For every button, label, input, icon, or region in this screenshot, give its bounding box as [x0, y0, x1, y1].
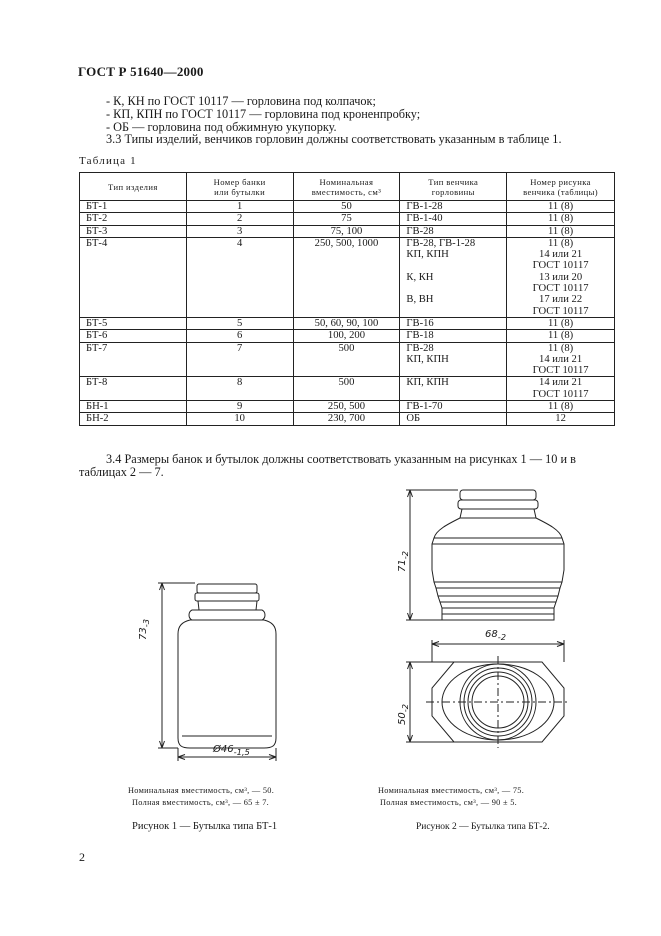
neck-type-line: ГВ-28, ГВ-1-28 — [406, 237, 476, 249]
bottle-body — [178, 620, 276, 748]
table-header-text: Тип изделия — [108, 181, 158, 192]
bottle-neck-ring — [197, 584, 257, 593]
table-header-cell — [400, 173, 507, 201]
neck-type-line — [406, 260, 502, 271]
cell-volume: 500 — [293, 342, 400, 377]
table-header-cell — [293, 173, 400, 201]
cell-volume: 250, 500 — [293, 401, 400, 413]
cell-figure-number — [507, 330, 615, 342]
table-header-cell — [507, 173, 615, 201]
neck-type-line: ГВ-28 — [406, 342, 434, 354]
neck-type-line: КП, КПН — [406, 249, 449, 261]
jar-body — [432, 538, 564, 582]
table-row — [80, 330, 615, 342]
table-header-text: Номинальная — [319, 176, 374, 187]
document-header: ГОСТ Р 51640—2000 — [78, 64, 204, 79]
cell-figure-number — [507, 237, 615, 317]
figure-number-line: 11 (8) — [547, 201, 574, 212]
figure-2-note-nominal: Номинальная вместимость, см³, — 75. — [378, 786, 525, 795]
cell-product-type: БТ-3 — [80, 225, 187, 237]
cell-figure-number — [507, 401, 615, 413]
cell-volume: 75, 100 — [293, 225, 400, 237]
cell-neck-type — [400, 237, 507, 317]
cell-volume: 500 — [293, 377, 400, 401]
figure-number-line: 11 (8) — [547, 225, 574, 237]
figure-number-line: 11 (8) — [547, 342, 574, 354]
cell-product-type: БН-2 — [80, 413, 187, 425]
cell-number: 4 — [186, 237, 293, 317]
figure-2-note-full: Полная вместимость, см³, — 90 ± 5. — [380, 798, 518, 807]
figure-number-line: ГОСТ 10117 — [532, 365, 589, 377]
figure-number-line: 11 (8) — [547, 237, 574, 249]
table-header-text: венчика (таблицы) — [523, 186, 599, 197]
table-header-text: вместимость, см³ — [311, 186, 382, 197]
cell-figure-number — [507, 201, 615, 213]
cell-number: 6 — [186, 330, 293, 342]
table-header-text: горловины — [431, 186, 475, 197]
table-row — [80, 225, 615, 237]
cell-figure-number — [507, 342, 615, 377]
neck-type-line: КП, КПН — [406, 377, 449, 389]
cell-neck-type — [400, 342, 507, 377]
cell-neck-type — [400, 413, 507, 425]
figure-2-height-dim: $71_{-2}$ — [397, 550, 410, 572]
cell-product-type: БТ-4 — [80, 237, 187, 317]
figure-number-line: 13 или 20 — [539, 271, 583, 283]
figure-number-line: 14 или 21 — [539, 377, 583, 389]
neck-type-line — [406, 389, 502, 400]
cell-neck-type — [400, 401, 507, 413]
cell-figure-number — [507, 317, 615, 329]
cell-neck-type — [400, 213, 507, 225]
table-row — [80, 401, 615, 413]
list-item-kp-kpn: - КП, КПН по ГОСТ 10117 — горловина под кроненпробку; — [106, 107, 421, 121]
figure-number-line: 14 или 21 — [539, 353, 583, 365]
cell-number: 9 — [186, 401, 293, 413]
neck-type-line: ОБ — [406, 413, 421, 425]
table-header-text: Номер рисунка — [530, 176, 591, 187]
neck-type-line: ГВ-16 — [406, 317, 434, 329]
cell-number: 1 — [186, 201, 293, 213]
cell-neck-type — [400, 330, 507, 342]
table-header-cell — [186, 173, 293, 201]
paragraph-3-4-line1: 3.4 Размеры банок и бутылок должны соответствовать указанным на рисунках 1 — 10 и в — [106, 452, 576, 466]
cell-product-type: БТ-2 — [80, 213, 187, 225]
neck-type-line: ГВ-1-70 — [406, 401, 443, 413]
neck-type-line — [406, 283, 502, 294]
figure-2-drawing — [398, 480, 578, 752]
table-row — [80, 413, 615, 425]
cell-number: 3 — [186, 225, 293, 237]
figure-1-diameter-dim: $Ø46_{-1,5}$ — [213, 744, 250, 757]
cell-figure-number — [507, 225, 615, 237]
neck-type-line: КП, КПН — [406, 353, 449, 365]
table-row — [80, 201, 615, 213]
table-header-text: Номер банки — [213, 176, 266, 187]
table-header-text: или бутылки — [214, 186, 266, 197]
paragraph-3-3: 3.3 Типы изделий, венчиков горловин должны соответствовать указанным в таблице 1. — [106, 132, 562, 146]
list-item-k-kn: - К, КН по ГОСТ 10117 — горловина под колпачок; — [106, 94, 376, 108]
cell-volume: 50 — [293, 201, 400, 213]
neck-type-line: ГВ-1-40 — [406, 213, 443, 225]
figure-2-width-dim: $68_{-2}$ — [485, 629, 507, 642]
figure-1-note-nominal: Номинальная вместимость, см³, — 50. — [128, 786, 275, 795]
cell-figure-number — [507, 413, 615, 425]
cell-number: 2 — [186, 213, 293, 225]
figure-number-line: ГОСТ 10117 — [532, 260, 589, 272]
table-row — [80, 213, 615, 225]
jar-neck-ring — [460, 490, 536, 500]
table-header-text: Тип венчика — [428, 176, 479, 187]
cell-product-type: БН-1 — [80, 401, 187, 413]
cell-product-type: БТ-5 — [80, 317, 187, 329]
table-row — [80, 377, 615, 401]
figure-number-line: ГОСТ 10117 — [532, 283, 589, 295]
figure-1-note-full: Полная вместимость, см³, — 65 ± 7. — [132, 798, 270, 807]
cell-neck-type — [400, 317, 507, 329]
figure-number-line: ГОСТ 10117 — [532, 388, 589, 400]
neck-type-line: К, КН — [406, 271, 434, 283]
paragraph-3-4-line2: таблицах 2 — 7. — [79, 465, 164, 479]
figure-number-line: 12 — [555, 413, 566, 425]
cell-volume: 50, 60, 90, 100 — [293, 317, 400, 329]
list-item-ob: - ОБ — горловина под обжимную укупорку. — [106, 120, 337, 134]
cell-product-type: БТ-7 — [80, 342, 187, 377]
cell-neck-type — [400, 377, 507, 401]
cell-number: 7 — [186, 342, 293, 377]
neck-type-line — [406, 365, 502, 376]
cell-product-type: БТ-1 — [80, 201, 187, 213]
table-caption: Таблица 1 — [79, 155, 137, 167]
table-row — [80, 342, 615, 377]
figure-1-caption: Рисунок 1 — Бутылка типа БТ-1 — [132, 821, 278, 832]
figure-1-drawing — [138, 578, 278, 764]
cell-number: 8 — [186, 377, 293, 401]
table-1 — [79, 172, 615, 426]
neck-type-line: ГВ-18 — [406, 330, 434, 342]
cell-neck-type — [400, 225, 507, 237]
cell-figure-number — [507, 213, 615, 225]
cell-product-type: БТ-6 — [80, 330, 187, 342]
figure-number-line: 11 (8) — [547, 213, 574, 225]
cell-number: 10 — [186, 413, 293, 425]
cell-volume: 230, 700 — [293, 413, 400, 425]
cell-volume: 75 — [293, 213, 400, 225]
neck-type-line: ГВ-28 — [406, 225, 434, 237]
neck-type-line — [406, 306, 502, 317]
figure-number-line: 11 (8) — [547, 401, 574, 413]
figure-1-height-dim: $73_{-3}$ — [138, 618, 151, 640]
cell-number: 5 — [186, 317, 293, 329]
figure-2-caption: Рисунок 2 — Бутылка типа БТ-2. — [416, 822, 550, 832]
figure-number-line: 11 (8) — [547, 330, 574, 342]
figure-number-line: 14 или 21 — [539, 249, 583, 261]
table-row — [80, 317, 615, 329]
figure-number-line: 11 (8) — [547, 317, 574, 329]
table-header-row — [80, 173, 615, 201]
cell-volume: 250, 500, 1000 — [293, 237, 400, 317]
figure-number-line: ГОСТ 10117 — [532, 305, 589, 317]
table-row — [80, 237, 615, 317]
cell-product-type: БТ-8 — [80, 377, 187, 401]
figure-number-line: 17 или 22 — [539, 294, 583, 306]
cell-figure-number — [507, 377, 615, 401]
cell-neck-type — [400, 201, 507, 213]
cell-volume: 100, 200 — [293, 330, 400, 342]
neck-type-line: В, ВН — [406, 294, 434, 306]
neck-type-line: ГВ-1-28 — [406, 201, 443, 212]
figure-2-depth-dim: $50_{-2}$ — [397, 703, 410, 725]
table-header-cell — [80, 173, 187, 201]
page-number: 2 — [79, 850, 85, 864]
